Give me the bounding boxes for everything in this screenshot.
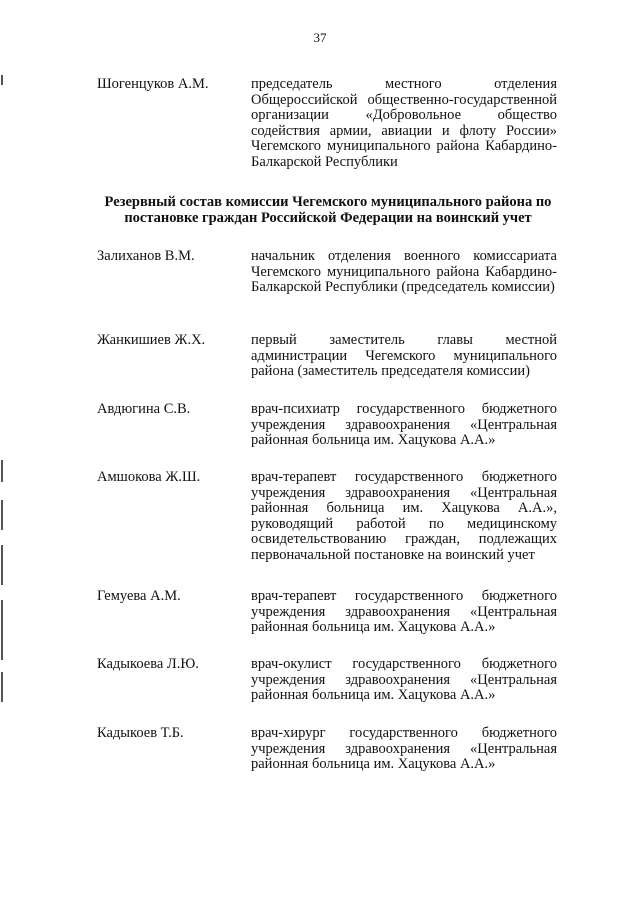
member-description: врач-окулист государственного бюджетного учреждения здравоохранения «Центральная районная больница им. Хацукова А.А.» bbox=[251, 656, 557, 703]
member-name: Авдюгина С.В. bbox=[97, 401, 191, 417]
member-name: Жанкишиев Ж.Х. bbox=[97, 332, 206, 348]
member-name: Шогенцуков А.М. bbox=[97, 76, 209, 92]
scan-edge-mark bbox=[1, 75, 3, 85]
member-description: врач-терапевт государственного бюджетного учреждения здравоохранения «Центральная районная больница им. Хацукова А.А.», руководящий работой по медицинскому освидетельствованию граждан, подлежащих первоначальной постановке на воинский учет bbox=[251, 469, 557, 563]
member-name: Залиханов В.М. bbox=[97, 248, 195, 264]
member-description: врач-хирург государственного бюджетного учреждения здравоохранения «Центральная районная больница им. Хацукова А.А.» bbox=[251, 725, 557, 772]
member-name: Кадыкоев Т.Б. bbox=[97, 725, 184, 741]
member-name: Гемуева А.М. bbox=[97, 588, 181, 604]
page-number: 37 bbox=[313, 30, 327, 45]
member-description: врач-терапевт государственного бюджетного учреждения здравоохранения «Центральная районная больница им. Хацукова А.А.» bbox=[251, 588, 557, 635]
scan-edge-mark bbox=[1, 545, 3, 585]
member-description: начальник отделения военного комиссариата Чегемского муниципального района Кабардино-Балкарской Республики (председатель комиссии) bbox=[251, 248, 557, 295]
member-description: первый заместитель главы местной администрации Чегемского муниципального района (заместитель председателя комиссии) bbox=[251, 332, 557, 379]
reserve-section-heading: Резервный состав комиссии Чегемского муниципального района по постановке граждан Российской Федерации на воинский учет bbox=[104, 194, 552, 226]
member-name: Кадыкоева Л.Ю. bbox=[97, 656, 199, 672]
member-description: врач-психиатр государственного бюджетного учреждения здравоохранения «Центральная районная больница им. Хацукова А.А.» bbox=[251, 401, 557, 448]
member-name: Амшокова Ж.Ш. bbox=[97, 469, 201, 485]
scan-edge-mark bbox=[1, 500, 3, 530]
scan-edge-mark bbox=[1, 460, 3, 482]
scan-edge-mark bbox=[1, 672, 3, 702]
member-description: председатель местного отделения Общероссийской общественно-государственной организации «Добровольное общество содействия армии, авиации и флоту России» Чегемского муниципального района Кабардино-Балкарской Республики bbox=[251, 76, 557, 170]
scan-edge-mark bbox=[1, 600, 3, 660]
